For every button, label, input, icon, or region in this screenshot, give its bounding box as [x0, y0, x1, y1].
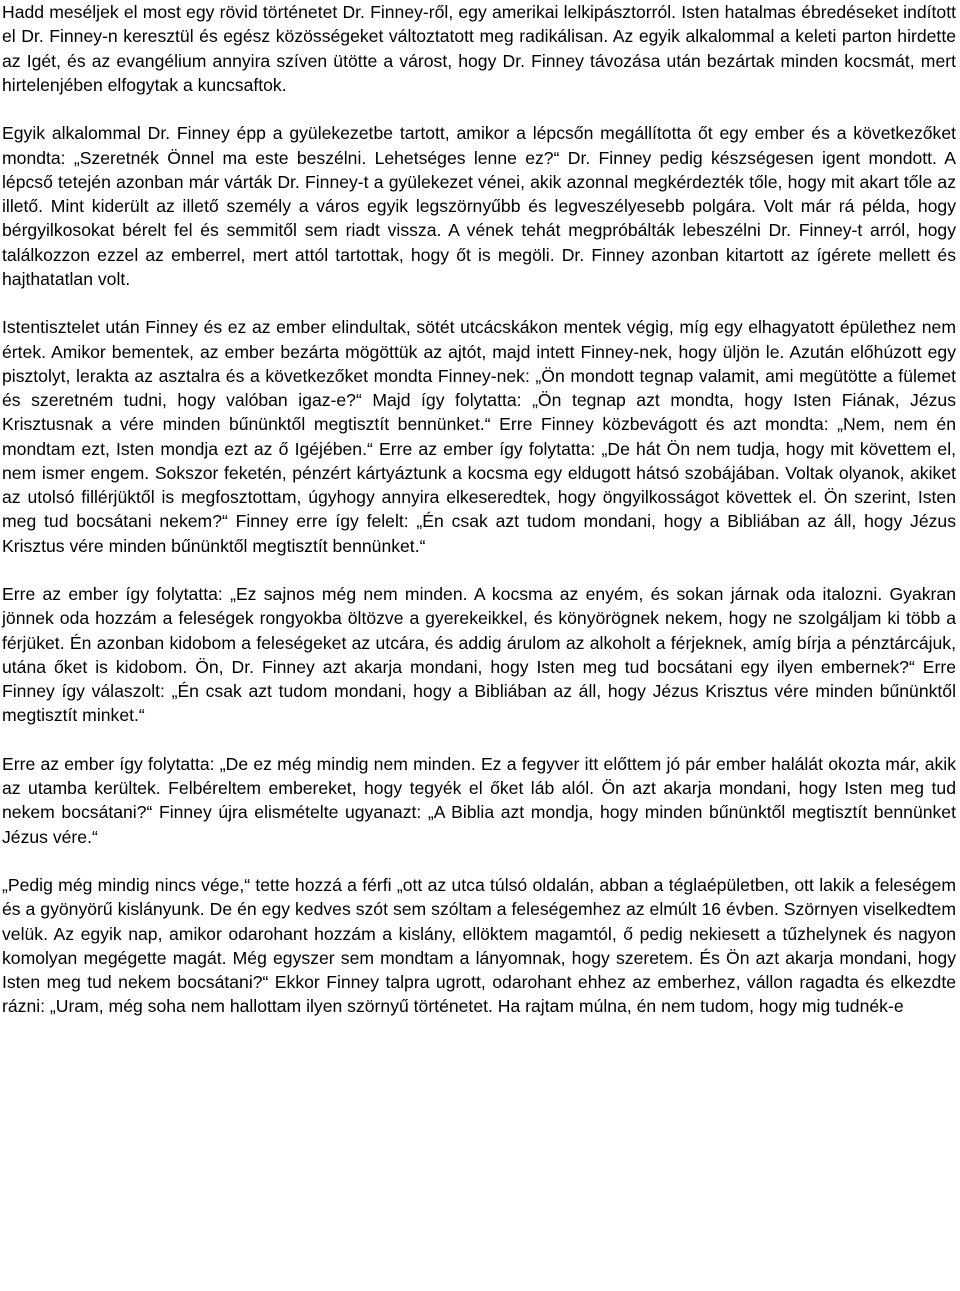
paragraph-6: „Pedig még mindig nincs vége,“ tette hozzá a férfi „ott az utca túlsó oldalán, abban a téglaépületben, ott lakik a feleségem és a gyönyörű kislányunk. De én egy kedves szót sem szóltam a feleségemhez az elmúlt 16 évben. Szörnyen viselkedtem velük. Az egyik nap, amikor odarohant hozzám a kislány, ellöktem magamtól, ő pedig nekiesett a tűzhelynek és nagyon komolyan megégette magát. Még egyszer sem mondtam a lányomnak, hogy szeretem. És Ön azt akarja mondani, hogy Isten meg tud nekem bocsátani?“ Ekkor Finney talpra ugrott, odarohant ehhez az emberhez, vállon ragadta és elkezdte rázni: „Uram, még soha nem hallottam ilyen szörnyű történetet. Ha rajtam múlna, én nem tudom, hogy mig tudnék-e [2, 875, 956, 1017]
paragraph-5: Erre az ember így folytatta: „De ez még mindig nem minden. Ez a fegyver itt előttem jó pár ember halálát okozta már, akik az utamba kerültek. Felbéreltem embereket, hogy tegyék el őket láb alól. Ön azt akarja mondani, hogy Isten meg tud nekem bocsátani?“ Finney újra elismételte ugyanazt: „A Biblia azt mondja, hogy minden bűnünktől megtisztít bennünket Jézus vére.“ [2, 753, 956, 847]
paragraph-4: Erre az ember így folytatta: „Ez sajnos még nem minden. A kocsma az enyém, és sokan járnak oda italozni. Gyakran jönnek oda hozzám a feleségek rongyokba öltözve a gyerekeikkel, és könyörögnek nekem, hogy ne szolgáljam ki több a férjüket. Én azonban kidobom a feleségeket az utcára, és addig árulom az alkoholt a férjeknek, amíg bírja a pénztárcájuk, utána őket is kidobom. Ön, Dr. Finney azt akarja mondani, hogy Isten meg tud bocsátani egy ilyen embernek?“ Erre Finney így válaszolt: „Én csak azt tudom mondani, hogy a Bibliában az áll, hogy Jézus Krisztus vére minden bűnünktől megtisztít minket.“ [2, 584, 956, 726]
paragraph-1: Hadd meséljek el most egy rövid történetet Dr. Finney-ről, egy amerikai lelkipásztorról. Isten hatalmas ébredéseket indított el Dr. Finney-n keresztül és egész közösségeket változtatott meg radikálisan. Az egyik alkalommal a keleti parton hirdette az Igét, és az evangélium annyira szíven ütötte a várost, hogy Dr. Finney távozása után bezártak minden kocsmát, mert hirtelenjében elfogytak a kuncsaftok. [2, 2, 956, 95]
paragraph-3: Istentisztelet után Finney és ez az ember elindultak, sötét utcácskákon mentek végig, míg egy elhagyatott épülethez nem értek. Amikor bementek, az ember bezárta mögöttük az ajtót, majd intett Finney-nek, hogy üljön le. Azután előhúzott egy pisztolyt, lerakta az asztalra és a következőket mondta Finney-nek: „Ön mondott tegnap valamit, ami megütötte a fülemet és szeretném tudni, hogy valóban igaz-e?“ Majd így folytatta: „Ön tegnap azt mondta, hogy Isten Fiának, Jézus Krisztusnak a vére minden bűnünktől megtisztít bennünket.“ Erre Finney közbevágott és azt mondta: „Nem, nem én mondtam ezt, Isten mondja ezt az ő Igéjében.“ Erre az ember így folytatta: „De hát Ön nem tudja, hogy mit követtem el, nem ismer engem. Sokszor feketén, pénzért kártyáztunk a kocsma egy eldugott hátsó szobájában. Voltak olyanok, akiket az utolsó fillérjüktől is megfosztottam, úgyhogy annyira elkeseredtek, hogy öngyilkosságot követtek el. Ön szerint, Isten meg tud bocsátani nekem?“ Finney erre így felelt: „Én csak azt tudom mondani, hogy a Bibliában az áll, hogy Jézus Krisztus vére minden bűnünktől megtisztít bennünket.“ [2, 317, 956, 556]
document-page [2, 0, 956, 1019]
paragraph-2: Egyik alkalommal Dr. Finney épp a gyülekezetbe tartott, amikor a lépcsőn megállította őt egy ember és a következőket mondta: „Szeretnék Önnel ma este beszélni. Lehetséges lenne ez?“ Dr. Finney pedig készségesen igent mondott. A lépcső tetején azonban már várták Dr. Finney-t a gyülekezet vénei, akik azonnal megkérdezték tőle, hogy mit akart tőle az illető. Mint kiderült az illető személy a város egyik legszörnyűbb és legveszélyesebb polgára. Volt már rá példa, hogy bérgyilkosokat bérelt fel és semmitől sem riadt vissza. A vének tehát megpróbálták lebeszélni Dr. Finney-t arról, hogy találkozzon ezzel az emberrel, mert attól tartottak, hogy őt is megöli. Dr. Finney azonban kitartott az ígérete mellett és hajthatatlan volt. [2, 123, 956, 289]
